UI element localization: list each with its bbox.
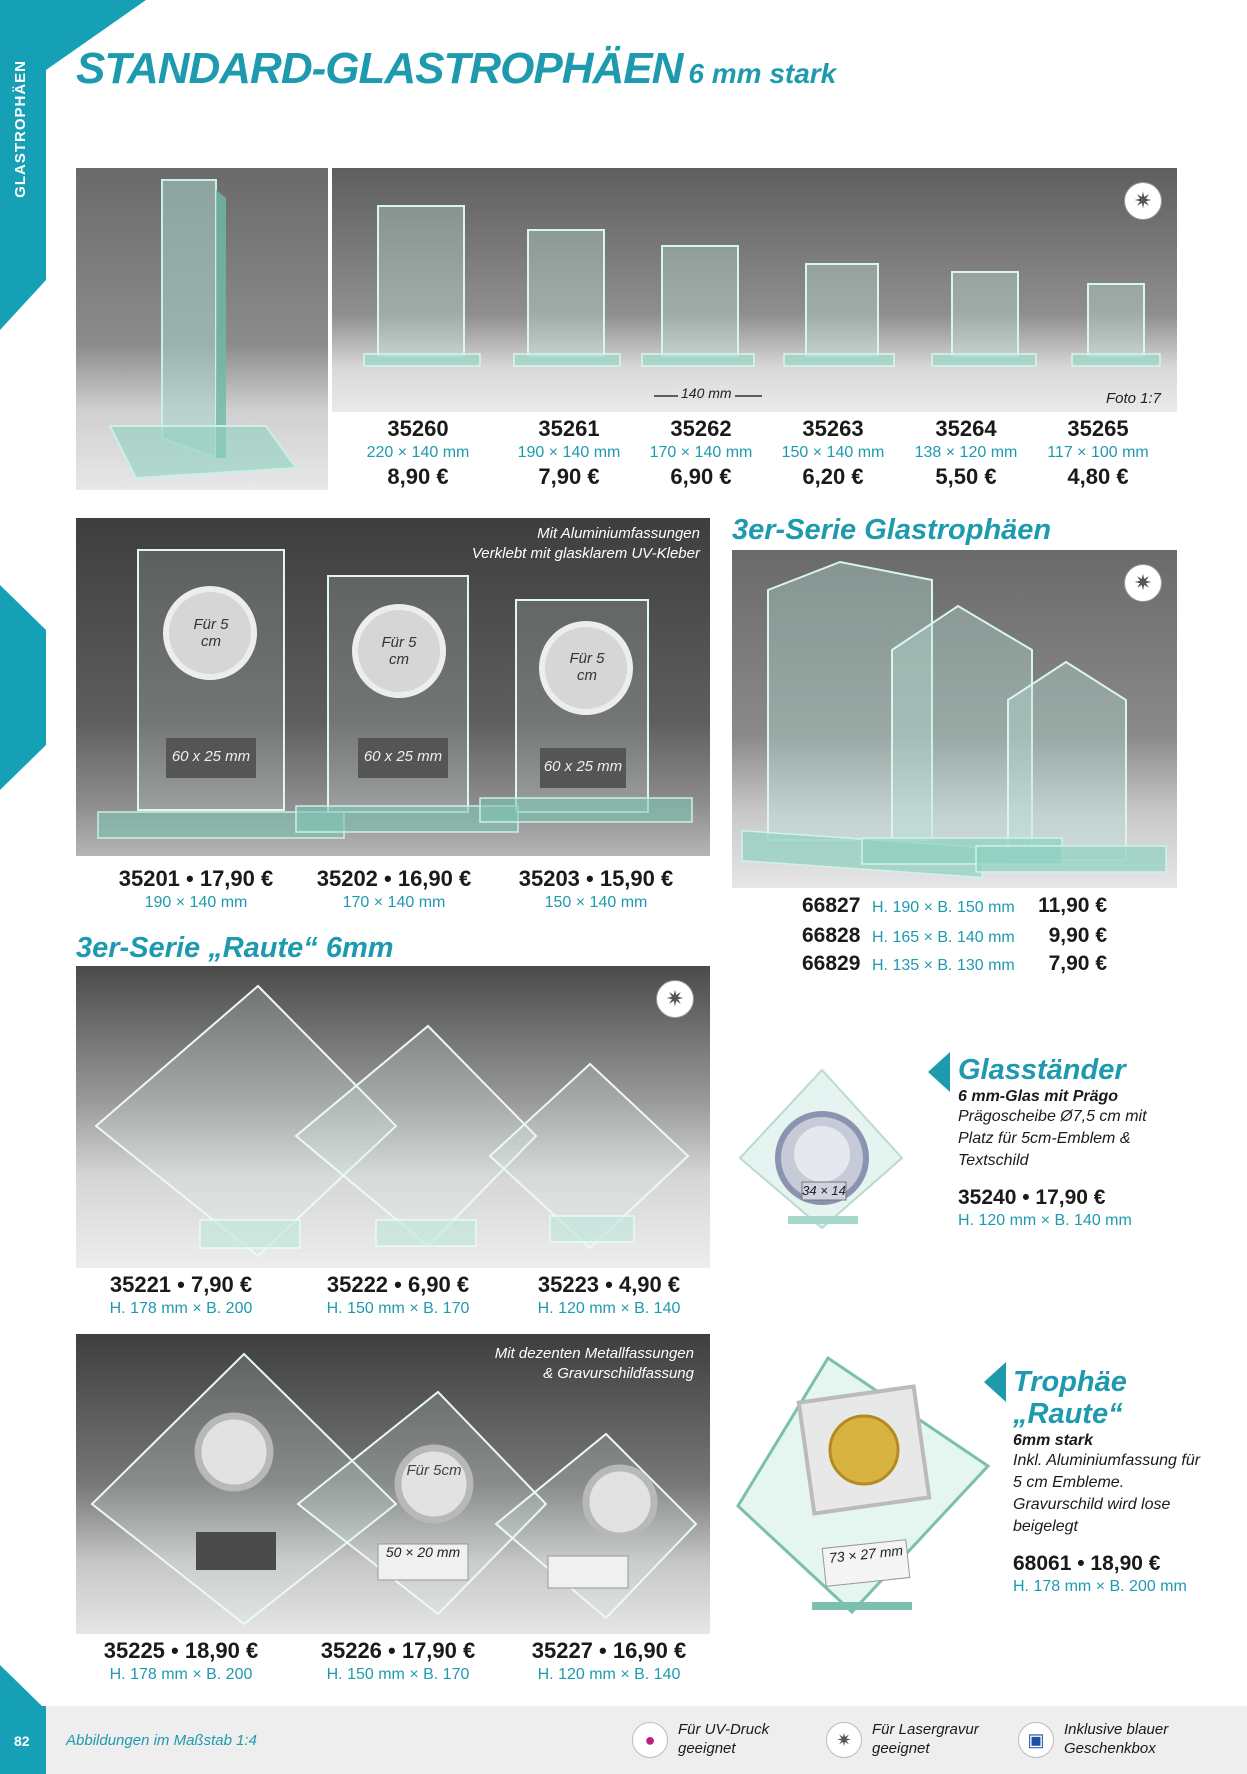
trophaee-number-price: 68061 • 18,90 € [1013, 1552, 1161, 1575]
uv-print-text [678, 1720, 769, 1758]
laser-engraving-icon: ✷ [1124, 182, 1162, 220]
product-dimensions: H. 150 mm × B. 170 [326, 1666, 470, 1683]
product-number-price: 35226 • 17,90 € [320, 1638, 476, 1663]
product-price: 4,80 € [1067, 464, 1129, 489]
gift-box-text [1064, 1720, 1168, 1758]
glasstaender-arrow-icon [928, 1052, 950, 1092]
glasstaender-heading: Glasständer [958, 1054, 1126, 1086]
alu-emblem-label-3: Für 5 cm [569, 650, 605, 684]
product-35226 [292, 1638, 504, 1684]
product-dimensions: 190 × 140 mm [517, 444, 621, 461]
metall-emblem-label: Für 5cm [406, 1462, 462, 1479]
gift-box-line-1: Inklusive blauer [1064, 1721, 1169, 1738]
glasstaender-number-price: 35240 • 17,90 € [958, 1186, 1106, 1209]
product-dimensions: H. 178 mm × B. 200 [109, 1300, 253, 1317]
serie3-row-66827 [802, 894, 1107, 918]
alu-plate-label-1: 60 x 25 mm [171, 748, 251, 765]
photo-scale-label: Foto 1:7 [1105, 390, 1161, 407]
alu-photo-note [472, 524, 700, 564]
product-35223 [504, 1272, 714, 1318]
product-number-price: 35202 • 16,90 € [316, 866, 472, 891]
trophaee-dimensions: H. 178 mm × B. 200 mm [1013, 1578, 1187, 1595]
product-35225 [76, 1638, 286, 1684]
product-35203 [496, 866, 696, 912]
product-dimensions: 220 × 140 mm [366, 444, 470, 461]
product-number-price: 35221 • 7,90 € [109, 1272, 253, 1297]
laser-engraving-icon: ✷ [656, 980, 694, 1018]
product-price: 11,90 € [1038, 894, 1107, 917]
uv-print-icon: ● [632, 1722, 668, 1758]
trophaee-heading-2: „Raute“ [1013, 1398, 1123, 1430]
gift-box-line-2: Geschenkbox [1064, 1740, 1156, 1757]
trophy-size-range-photo [332, 168, 1177, 412]
glasstaender-info [958, 1054, 1158, 1230]
product-dimensions: 170 × 140 mm [649, 444, 753, 461]
glasstaender-description: Prägoscheibe Ø7,5 cm mit Platz für 5cm-Emblem & Textschild [958, 1108, 1147, 1169]
product-number: 66828 [802, 924, 861, 947]
product-dimensions: H. 178 mm × B. 200 [109, 1666, 253, 1683]
product-number-price: 35203 • 15,90 € [518, 866, 674, 891]
glasstaender-subheading: 6 mm-Glas mit Prägo [958, 1088, 1119, 1105]
product-price: 7,90 € [538, 464, 600, 489]
metall-photo-note [495, 1344, 694, 1384]
serie3-row-66828 [802, 924, 1107, 948]
product-number: 35260 [387, 416, 449, 441]
product-number-price: 35222 • 6,90 € [326, 1272, 470, 1297]
raute-heading: 3er-Serie „Raute“ 6mm [76, 932, 394, 964]
trophaee-raute-photo [732, 1356, 994, 1620]
product-dimensions: 190 × 140 mm [144, 894, 248, 911]
metall-note-line-2: & Gravurschildfassung [543, 1365, 694, 1382]
glasstaender-dimensions: H. 120 mm × B. 140 mm [958, 1212, 1132, 1229]
page-title [76, 44, 836, 94]
product-dimensions: 117 × 100 mm [1047, 444, 1149, 461]
laser-engraving-text [872, 1720, 979, 1758]
page-footer [0, 1706, 1247, 1774]
uv-print-line-1: Für UV-Druck [678, 1721, 770, 1738]
product-35202 [294, 866, 494, 912]
alu-trophies-photo [76, 518, 710, 856]
gift-box-icon: ▣ [1018, 1722, 1054, 1758]
product-35264 [898, 416, 1034, 490]
product-number: 35264 [935, 416, 997, 441]
side-category-label: GLASTROPHÄEN [12, 60, 29, 198]
serie3-heading: 3er-Serie Glastrophäen [732, 514, 1052, 546]
product-dimensions: H. 120 mm × B. 140 [537, 1666, 681, 1683]
product-dimensions: 150 × 140 mm [781, 444, 885, 461]
metall-plate-label: 50 × 20 mm [385, 1544, 461, 1560]
trophy-side-photo [76, 168, 328, 490]
serie3-row-66829 [802, 952, 1107, 976]
glasstaender-photo [732, 1064, 912, 1244]
product-35265 [1030, 416, 1166, 490]
product-number: 35265 [1067, 416, 1129, 441]
product-35262 [633, 416, 769, 490]
alu-note-line-1: Mit Aluminiumfassungen [537, 525, 700, 542]
raute-photo [76, 966, 710, 1268]
product-number: 66829 [802, 952, 861, 975]
product-number: 66827 [802, 894, 861, 917]
page-title-main: STANDARD-GLASTROPHÄEN [76, 44, 683, 93]
product-price: 9,90 € [1048, 924, 1107, 947]
trophaee-info [1013, 1366, 1213, 1596]
product-35263 [765, 416, 901, 490]
laser-engraving-icon: ✷ [826, 1722, 862, 1758]
alu-emblem-label-2: Für 5 cm [381, 634, 417, 668]
product-dimensions: 150 × 140 mm [544, 894, 648, 911]
laser-engraving-line-2: geeignet [872, 1740, 930, 1757]
product-number-price: 35223 • 4,90 € [537, 1272, 681, 1297]
trophaee-subheading: 6mm stark [1013, 1432, 1094, 1449]
product-number-price: 35227 • 16,90 € [531, 1638, 687, 1663]
product-35201 [96, 866, 296, 912]
product-price: 8,90 € [387, 464, 449, 489]
product-dimensions: 170 × 140 mm [342, 894, 446, 911]
product-number-price: 35225 • 18,90 € [103, 1638, 259, 1663]
product-number-price: 35201 • 17,90 € [118, 866, 274, 891]
serie3-photo [732, 550, 1177, 888]
product-price: 5,50 € [935, 464, 997, 489]
product-number: 35261 [538, 416, 600, 441]
product-dimensions: H. 190 × B. 150 mm [872, 899, 1015, 916]
product-dimensions: H. 120 mm × B. 140 [537, 1300, 681, 1317]
page-number: 82 [14, 1733, 30, 1749]
product-35260 [350, 416, 486, 490]
scale-note: Abbildungen im Maßstab 1:4 [66, 1732, 257, 1749]
metall-note-line-1: Mit dezenten Metallfassungen [494, 1345, 694, 1362]
alu-plate-label-3: 60 x 25 mm [543, 758, 623, 775]
laser-engraving-icon: ✷ [1124, 564, 1162, 602]
product-dimensions: H. 150 mm × B. 170 [326, 1300, 470, 1317]
trophaee-description: Inkl. Aluminiumfassung für 5 cm Embleme. Gravurschild wird lose beigelegt [1013, 1452, 1201, 1535]
measure-label: 140 mm [678, 385, 735, 401]
product-35222 [292, 1272, 504, 1318]
glasstaender-plate-label: 34 × 14 [802, 1183, 846, 1198]
product-dimensions: H. 165 × B. 140 mm [872, 929, 1015, 946]
trophaee-heading-1: Trophäe [1013, 1366, 1127, 1398]
trophaee-arrow-icon [984, 1362, 1006, 1402]
product-35221 [76, 1272, 286, 1318]
product-price: 6,90 € [670, 464, 732, 489]
alu-emblem-label-1: Für 5 cm [193, 616, 229, 650]
side-tab-middle [0, 585, 46, 790]
product-dimensions: H. 135 × B. 130 mm [872, 957, 1015, 974]
metall-trophies-photo [76, 1334, 710, 1634]
laser-engraving-line-1: Für Lasergravur [872, 1721, 979, 1738]
page-title-sub: 6 mm stark [688, 58, 837, 89]
product-dimensions: 138 × 120 mm [914, 444, 1018, 461]
product-number: 35263 [802, 416, 864, 441]
product-price: 7,90 € [1048, 952, 1107, 975]
uv-print-line-2: geeignet [678, 1740, 736, 1757]
alu-plate-label-2: 60 x 25 mm [363, 748, 443, 765]
product-35227 [504, 1638, 714, 1684]
alu-note-line-2: Verklebt mit glasklarem UV-Kleber [471, 545, 700, 562]
product-35261 [501, 416, 637, 490]
trophaee-plate-label: 73 × 27 mm [828, 1542, 904, 1566]
product-price: 6,20 € [802, 464, 864, 489]
product-number: 35262 [670, 416, 732, 441]
